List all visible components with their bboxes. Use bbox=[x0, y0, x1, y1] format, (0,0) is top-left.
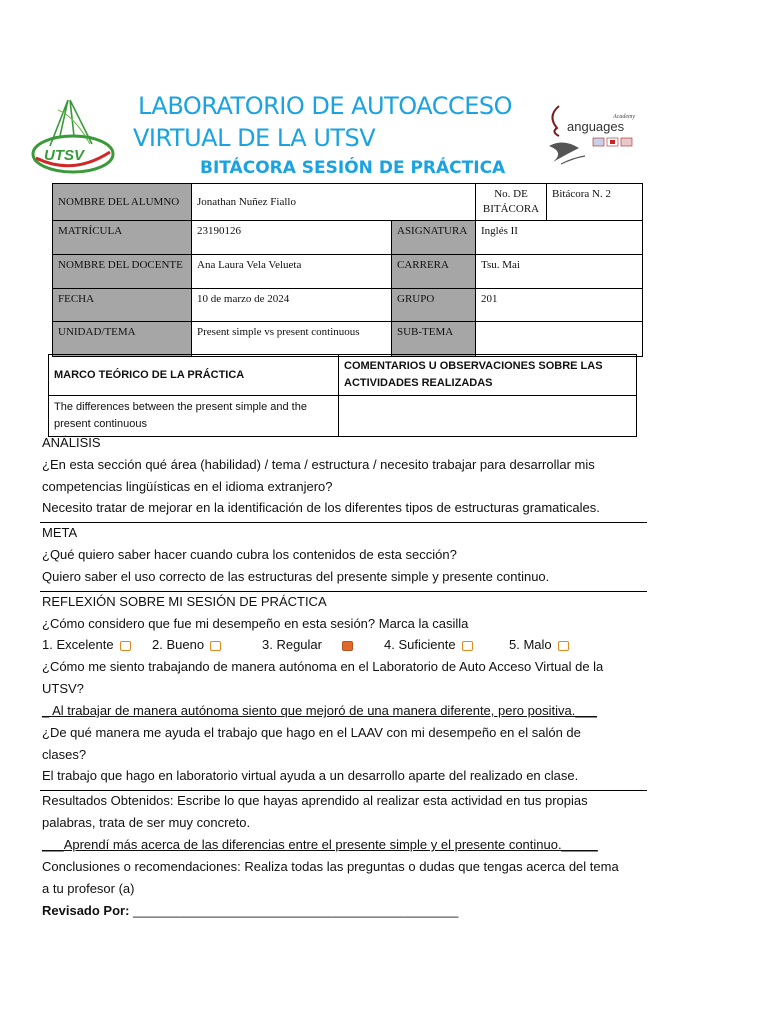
subtitle: BITÁCORA SESIÓN DE PRÁCTICA bbox=[200, 158, 506, 178]
option-label: 3. Regular bbox=[262, 637, 322, 652]
carrera-label: CARRERA bbox=[392, 255, 476, 289]
comentarios-value bbox=[339, 396, 637, 437]
analisis-question-2: competencias lingüísticas en el idioma extranjero? bbox=[42, 479, 333, 494]
logo-academy-text: Academy bbox=[613, 114, 635, 120]
revisado-por bbox=[42, 902, 458, 920]
autonoma-question-2: UTSV? bbox=[42, 681, 84, 696]
matricula-value: 23190126 bbox=[192, 221, 392, 255]
autonoma-answer: _ Al trabajar de manera autónoma siento que mejoró de una manera diferente, pero positiva.___ bbox=[42, 703, 598, 718]
student-info-table bbox=[52, 183, 643, 357]
checkbox-bueno[interactable] bbox=[210, 641, 221, 651]
revisado-signature-line: _____________________________________________ bbox=[129, 903, 459, 918]
subtema-value bbox=[476, 322, 643, 357]
checkbox-suficiente[interactable] bbox=[462, 641, 473, 651]
ayuda-question-2: clases? bbox=[42, 747, 87, 762]
conclusiones-line-1: Conclusiones o recomendaciones: Realiza todas las preguntas o dudas que tengas acerca del tema bbox=[42, 859, 619, 874]
fecha-label: FECHA bbox=[53, 289, 192, 322]
docente-value: Ana Laura Vela Velueta bbox=[192, 255, 392, 289]
meta-question: ¿Qué quiero saber hacer cuando cubra los contenidos de esta sección? bbox=[42, 547, 457, 562]
resultados-question-2: palabras, trata de ser muy concreto. bbox=[42, 815, 251, 830]
revisado-label: Revisado Por: bbox=[42, 903, 130, 918]
resultados-answer: ___Aprendí más acerca de las diferencias entre el presente simple y el presente continuo._____ bbox=[42, 837, 598, 852]
asignatura-label: ASIGNATURA bbox=[392, 221, 476, 255]
nombre-value: Jonathan Nuñez Fiallo bbox=[192, 184, 476, 221]
checkbox-malo[interactable] bbox=[558, 641, 569, 651]
divider bbox=[40, 591, 647, 592]
title-line-2: VIRTUAL DE LA UTSV bbox=[133, 124, 376, 152]
checkbox-regular[interactable] bbox=[342, 641, 353, 651]
carrera-value: Tsu. Mai bbox=[476, 255, 643, 289]
analisis-heading: ANÁLISIS bbox=[42, 435, 101, 450]
option-label: 2. Bueno bbox=[152, 637, 205, 652]
utsv-logo-text: UTSV bbox=[44, 147, 85, 164]
option-suficiente[interactable] bbox=[384, 637, 473, 652]
option-malo[interactable] bbox=[509, 637, 569, 652]
option-bueno[interactable] bbox=[152, 637, 221, 652]
marco-value: The differences between the present simple and the present continuous bbox=[49, 396, 339, 437]
grupo-value: 201 bbox=[476, 289, 643, 322]
resultados-question-1: Resultados Obtenidos: Escribe lo que hayas aprendido al realizar esta actividad en tus propias bbox=[42, 793, 588, 808]
comentarios-header: COMENTARIOS U OBSERVACIONES SOBRE LAS ACTIVIDADES REALIZADAS bbox=[339, 355, 637, 396]
subtema-label: SUB-TEMA bbox=[392, 322, 476, 357]
ayuda-question-1: ¿De qué manera me ayuda el trabajo que hago en el LAAV con mi desempeño en el salón de bbox=[42, 725, 581, 740]
grupo-label: GRUPO bbox=[392, 289, 476, 322]
marco-teorico-table bbox=[48, 354, 637, 437]
reflexion-question: ¿Cómo considero que fue mi desempeño en esta sesión? Marca la casilla bbox=[42, 616, 469, 631]
divider bbox=[40, 790, 647, 791]
nombre-label: NOMBRE DEL ALUMNO bbox=[53, 184, 192, 221]
languages-academy-logo bbox=[545, 104, 645, 170]
option-label: 4. Suficiente bbox=[384, 637, 456, 652]
ayuda-answer: El trabajo que hago en laboratorio virtual ayuda a un desarrollo aparte del realizado en clase. bbox=[42, 768, 579, 783]
marco-header: MARCO TEÓRICO DE LA PRÁCTICA bbox=[49, 355, 339, 396]
reflexion-heading: REFLEXIÓN SOBRE MI SESIÓN DE PRÁCTICA bbox=[42, 594, 327, 609]
utsv-logo bbox=[30, 96, 116, 178]
unidad-value: Present simple vs present continuous bbox=[192, 322, 392, 357]
asignatura-value: Inglés II bbox=[476, 221, 643, 255]
analisis-question-1: ¿En esta sección qué área (habilidad) / tema / estructura / necesito trabajar para desarrollar mis bbox=[42, 457, 595, 472]
option-label: 1. Excelente bbox=[42, 637, 114, 652]
bitacora-value: Bitácora N. 2 bbox=[547, 184, 643, 221]
logo-languages-text: anguages bbox=[567, 119, 625, 134]
fecha-value: 10 de marzo de 2024 bbox=[192, 289, 392, 322]
meta-answer: Quiero saber el uso correcto de las estructuras del presente simple y presente continuo. bbox=[42, 569, 550, 584]
divider bbox=[40, 522, 647, 523]
option-regular[interactable] bbox=[262, 637, 353, 652]
title-line-1: LABORATORIO DE AUTOACCESO bbox=[138, 92, 513, 120]
bitacora-label: No. DE BITÁCORA bbox=[476, 184, 547, 221]
checkbox-excelente[interactable] bbox=[120, 641, 131, 651]
matricula-label: MATRÍCULA bbox=[53, 221, 192, 255]
option-excelente[interactable] bbox=[42, 637, 131, 652]
docente-label: NOMBRE DEL DOCENTE bbox=[53, 255, 192, 289]
option-label: 5. Malo bbox=[509, 637, 552, 652]
analisis-answer: Necesito tratar de mejorar en la identificación de los diferentes tipos de estructuras gramaticales. bbox=[42, 500, 600, 515]
meta-heading: META bbox=[42, 525, 78, 540]
conclusiones-line-2: a tu profesor (a) bbox=[42, 881, 135, 896]
autonoma-question-1: ¿Cómo me siento trabajando de manera autónoma en el Laboratorio de Auto Acceso Virtual de la bbox=[42, 659, 604, 674]
unidad-label: UNIDAD/TEMA bbox=[53, 322, 192, 357]
